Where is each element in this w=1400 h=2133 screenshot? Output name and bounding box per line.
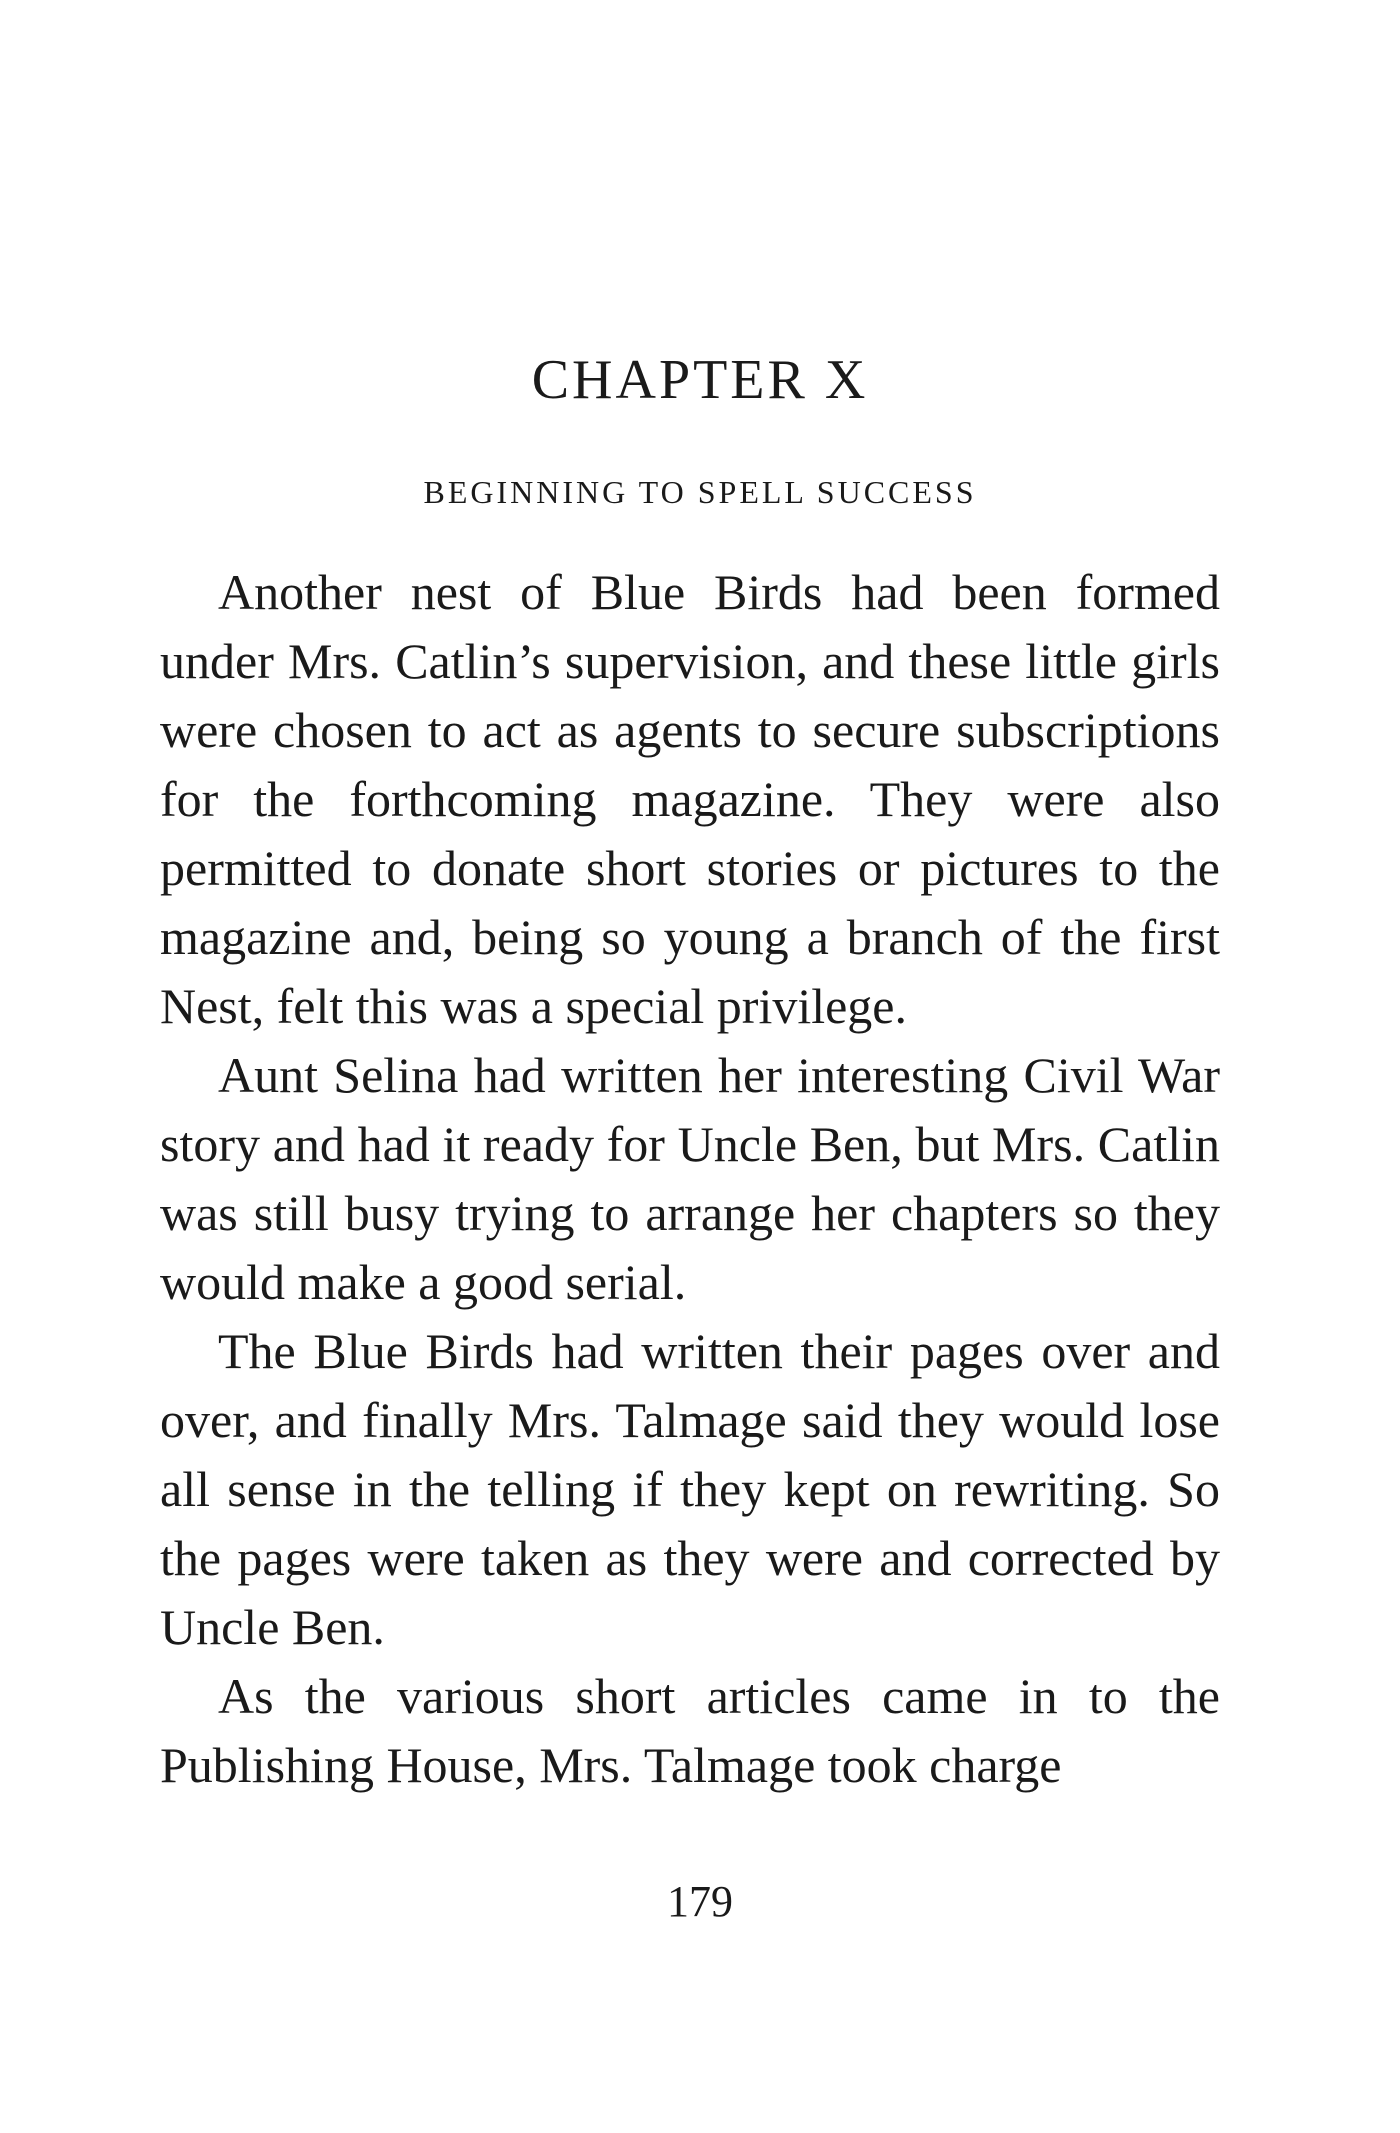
chapter-subtitle: BEGINNING TO SPELL SUCCESS: [423, 474, 977, 510]
page-number: 179: [667, 1877, 733, 1926]
paragraph: Aunt Selina had written her interesting Civil War story and had it ready for Uncle Ben, but Mrs. Catlin was still busy trying to arrange her chapters so they would make a good serial.: [160, 1047, 1220, 1310]
paragraph: Another nest of Blue Birds had been formed under Mrs. Catlin’s supervision, and these little girls were chosen to act as agents to secure subscriptions for the forthcoming magazine. They were also permitted to donate short stories or pictures to the magazine and, being so young a branch of the first Nest, felt this was a special privilege.: [160, 564, 1220, 1034]
chapter-heading: CHAPTER X: [531, 349, 869, 411]
chapter-body: [160, 558, 1220, 1800]
paragraph: As the various short articles came in to the Publishing House, Mrs. Talmage took charge: [160, 1668, 1220, 1793]
paragraph: The Blue Birds had written their pages over and over, and finally Mrs. Talmage said they would lose all sense in the telling if they kept on rewriting. So the pages were taken as they were and corrected by Uncle Ben.: [160, 1323, 1220, 1655]
